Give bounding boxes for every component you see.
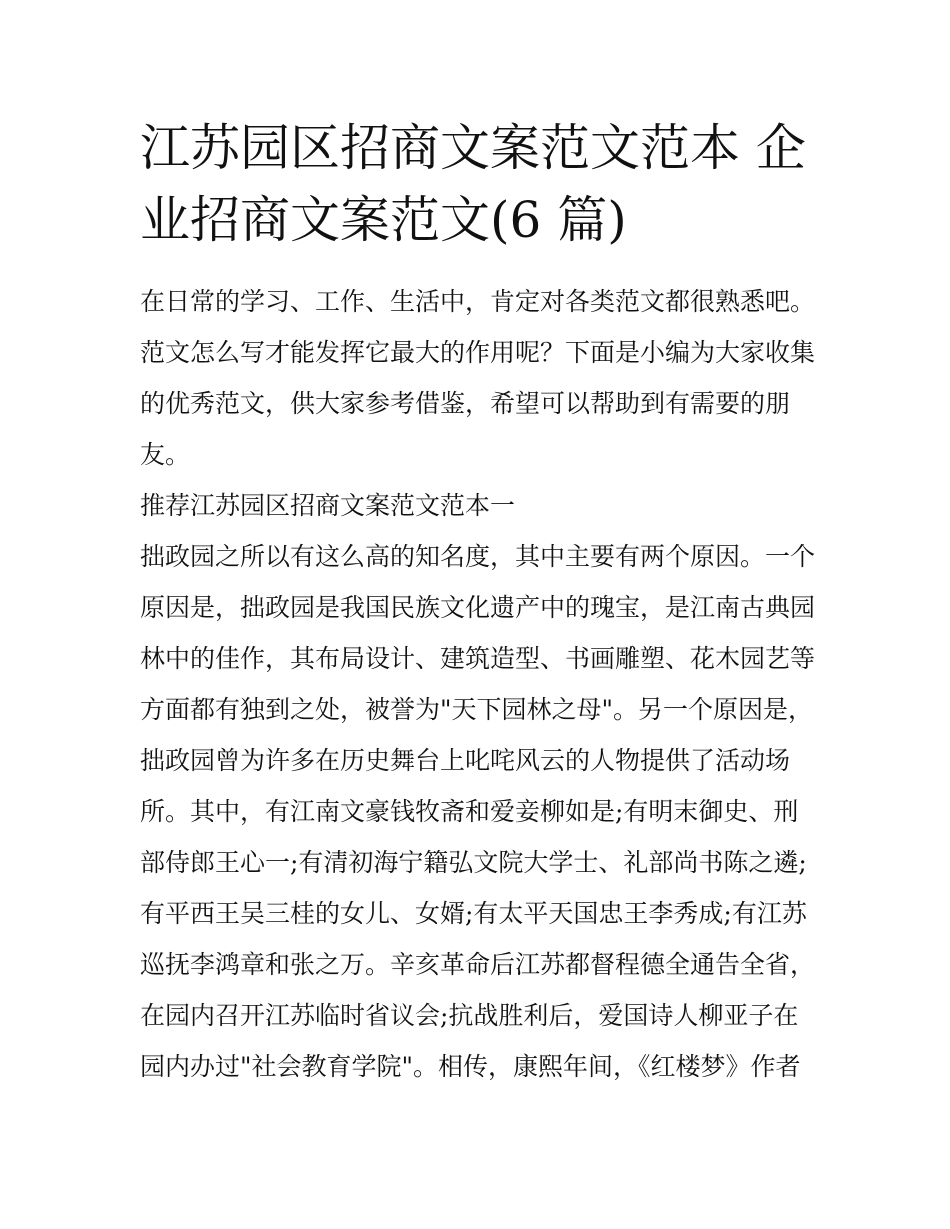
paragraph-line-7: 部侍郎王心一;有清初海宁籍弘文院大学士、礼部尚书陈之遴; (140, 848, 807, 877)
paragraph-line-5: 拙政园曾为许多在历史舞台上叱咤风云的人物提供了活动场 (140, 746, 791, 775)
title-line-2: 业招商文案范文(6 篇) (140, 191, 627, 249)
intro-line-2: 范文怎么写才能发挥它最大的作用呢？下面是小编为大家收集 (140, 338, 816, 367)
paragraph-line-10: 在园内召开江苏临时省议会;抗战胜利后，爱国诗人柳亚子在 (140, 1001, 799, 1030)
paragraph-line-11: 园内办过"社会教育学院"。相传，康熙年间，《红楼梦》作者 (140, 1052, 801, 1081)
document-body (140, 276, 820, 1092)
section-heading: 推荐江苏园区招商文案范文范本一 (140, 491, 516, 520)
paragraph-line-3: 林中的佳作，其布局设计、建筑造型、书画雕塑、花木园艺等 (140, 644, 816, 673)
intro-line-4: 友。 (140, 440, 191, 469)
intro-line-3: 的优秀范文，供大家参考借鉴，希望可以帮助到有需要的朋 (140, 389, 791, 418)
paragraph-line-4: 方面都有独到之处，被誉为"天下园林之母"。另一个原因是， (140, 695, 814, 724)
intro-line-1: 在日常的学习、工作、生活中，肯定对各类范文都很熟悉吧。 (140, 287, 816, 316)
paragraph-line-8: 有平西王吴三桂的女儿、女婿;有太平天国忠王李秀成;有江苏 (140, 899, 807, 928)
title-line-1: 江苏园区招商文案范文范本 企 (140, 119, 806, 177)
paragraph-line-6: 所。其中，有江南文豪钱牧斋和爱妾柳如是;有明末御史、刑 (140, 797, 799, 826)
paragraph-line-2: 原因是，拙政园是我国民族文化遗产中的瑰宝，是江南古典园 (140, 593, 816, 622)
paragraph-line-9: 巡抚李鸿章和张之万。辛亥革命后江苏都督程德全通告全省， (140, 950, 816, 979)
document-title (140, 112, 820, 256)
paragraph-line-1: 拙政园之所以有这么高的知名度，其中主要有两个原因。一个 (140, 542, 816, 571)
